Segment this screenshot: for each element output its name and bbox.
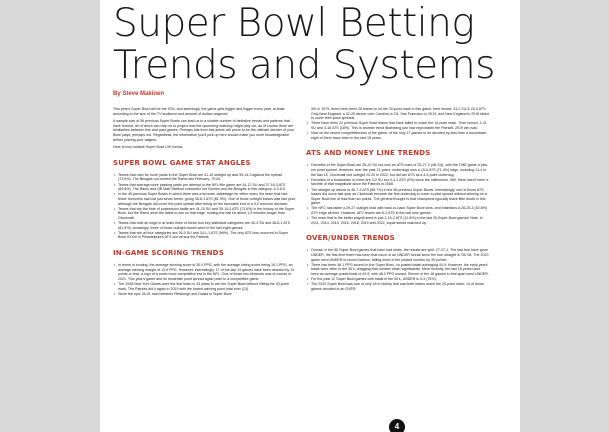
list-item: • Teams that rush for more yards in the Super Bowl are 41-15 straight up and 39-14-3 against the spread (73.6%). The Bengals out-rushed the Rams last February, 79-43. [118,173,296,182]
list-item: • The 2022 Super Bowl was one of only 18 in history that saw both teams reach the 20-point mark; 14 of those games resulted in an OVER. [311,282,489,291]
list-item: • In terms of scoring, the average winning score is 30.0 PPG, with the average losing score being 16.1 PPG, an average winning margin of 13.9 PPG. However, interestingly, 17 of the last 19 games have been decided by 14 points or less, a sign of a much more competitive era in the NFL. One of those two blowouts was of course in 2021. This year's game and its moderate point spread again point to a competitive game. [118,263,296,281]
intro-paragraph: Here is how notable Super Bowl LVII trends: [113,145,184,150]
list-item: • The straight up winner is 46-7-3 ATS (86.7%) in the 56 previous Super Bowls. Interestingly, one of those ATS losses did occur last year as Cincinnati became the first underdog to cover a point spread without winning on a Super Bowl line of less than six points. The general thought is that champions typically leave little doubt in this game. [311,188,489,206]
list-item: • Since the epic 35-31 duel between Pittsburgh and Dallas in Super Bowl [118,292,296,297]
article-byline: By Steve Makinen [113,91,165,97]
list-item-continued: XIII in 1979, there have been 26 teams to hit the 30-point mark in this game, their record: 24-2 SU & 23-3 ATS. Only New England, a 32-29 winner over Carolina in '04, San Francisco in 2013, and New England in 2018 failed to cover their point spreads. [311,107,489,121]
intro-paragraph: A sample size of 56 previous Super Bowls can lead us to a sizable number of definitive trends and patterns that have formed, all of which can help us to project how the upcoming matchup might play out, as of course there are similarities between this and past games. Perhaps bits from this article will prove to be the ultimate decider of your Bowl plays, perhaps not. Regardless, the information you'll pick up here should make you more knowledgeable before placing your wagers. [113,119,295,142]
game-stat-angles-list [113,173,296,240]
section-heading-game-stat-angles: SUPER BOWL GAME STAT ANGLES [113,158,251,167]
magazine-page [100,0,520,432]
over-under-list [306,248,489,291]
list-item: • In the 46 previous Super Bowls in which there was a turnover advantage for either team, the team that had fewer turnovers has lost just seven times, going 35-8-1 ATS (81.3%). One of those outright losses was last year, although the Bengals did cover the point spread after being on the favorable end of a 0-2 turnover decision. [118,192,296,206]
page-number-badge: 4 [389,419,405,432]
ats-money-line-list [306,163,489,225]
left-column [113,107,296,299]
section-heading-ats-money-line: ATS AND MONEY LINE TRENDS [306,149,431,158]
list-item: • The NFC has taken a 29-27 outright lead with back-to-back Super Bowl wins, and maintains a 28-25-3 (52.8%) ATS edge all time. However, AFC teams are 6-3 ATS in the last nine games. [311,206,489,215]
in-game-scoring-list [113,263,296,296]
list-item: • Teams that win all four categories are 26-0 SU and 24-1-1 ATS (96%). The only ATS loss occurred in Super Bowl XXXIII in Philadelphia's ATS win versus the Patriots. [118,231,296,240]
intro-paragraph: This year's Super Bowl will be the 57th, and seemingly, the game gets bigger and bigger every year, at least according to the size of the TV audience and amount of dollars wagered. [113,107,285,116]
list-item: • Favorites of a touchdown or more are 3-2 SU but 0-4-1 ATS (0%) since the millennium. Still, there hasn't been a favorite of that magnitude since the Patriots in 2008. [311,178,489,187]
list-item: • Teams that average more passing yards per attempt in the NFL title game are 44-12 SU and 37-16-3 ATS (69.8%). The Rams and QB Matt Stafford outdueled Joe Burrow and the Bengals in this category, 6.3-5.5. [118,183,296,192]
list-item: • Favorites in the Super Bowl are 35-20 SU but own an ATS mark of 25-27-3 (48.1%), with the 1982 game a pick-em point spread. However, over the past 21 years, underdogs own a 15-6 ATS (71.4%) edge, including 11-4 in the last 15. Cincinnati lost outright 23-20 in 2022, but did win ATS as a 4.5-point underdog. [311,163,489,177]
list-item: • Overall, in the 55 Super Bowl games that have had totals, the results are split: 27-27-1. The last four have gone UNDER, the first time there has been that much of an UNDER streak since the four straight in '05-'08. The 2019 game went UNDER in record fashion, falling short of the posted number by 39 points! [311,248,489,262]
section-heading-over-under: OVER/UNDER TRENDS [306,234,395,243]
continuation-list [306,107,489,140]
list-item: • For the past 12 Super Bowl games with totals in the 50's, UNDER is 9-3 (75%). [311,277,489,282]
list-item: • The team that is the better playoff seed is just 2-15-2 ATS (11.8%) in the last 26 Super Bowl games! Note, in 2011, 2014, 2015, 2016, 2018, 2019 and 2022, equal seeds matched up. [311,216,489,225]
right-column [306,107,489,295]
list-item: • There have been 22 previous Super Bowl teams that have failed to reach the 14-point mark. Their record: 1-21 SU and 4-18 ATS (18%). This is another trend illustrating just how improbable the Patriots' 2019 win was. [311,121,489,130]
list-item: • Now on the recent competitiveness of the game: of the only 17 games to be decided by less than a touchdown, eight of them have been in the last 15 years. [311,131,489,140]
section-heading-in-game-scoring: IN-GAME SCORING TRENDS [113,249,224,258]
article-title: Super Bowl Betting Trends and Systems [113,1,495,88]
list-item: • There has been 46.1 PPG scored in the Super Bowl, on posted totals averaging 44.9. However, the early years' totals were often in the 30's, dragging that number down significantly. More recently, the last 18 years have seen an average posted total of 49.9, with 48.3 PPG scored. Eleven of the 18 games in that span went UNDER. [311,263,489,277]
list-item: • The 2008 New York Giants were the first team in 33 years to win the Super Bowl without hitting the 20-point mark. The Patriots did it again in 2019 with the lowest winning point total ever (13). [118,282,296,291]
list-item: • Teams that hold an edge in at least three of these four key statistical categories are 40-3 SU and 36-8-1 ATS (81.8%); amazingly, three of those outright losses were in the last eight games. [118,221,296,230]
list-item: • Teams that win the time of possession battle are 41-15 SU and 39-14-3 ATS (73.6%) in the history of the Super Bowl, but the Rams were the latest to win on that edge, holding the ball for about 1.5 minutes longer than Cincinnati. [118,207,296,221]
